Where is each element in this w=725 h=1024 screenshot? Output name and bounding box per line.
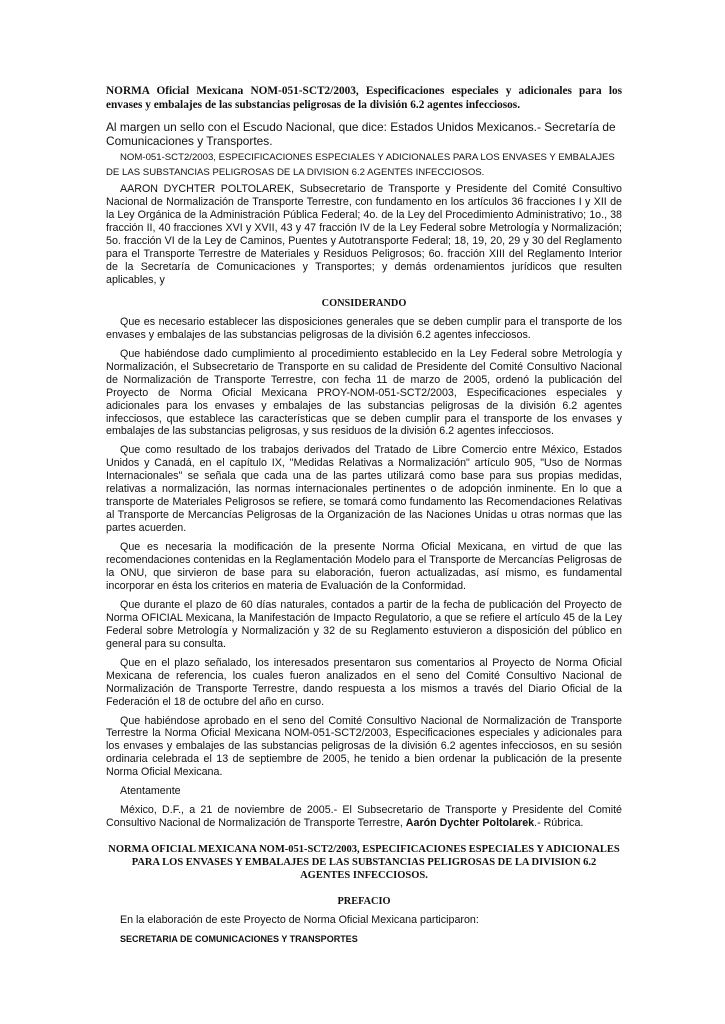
prefacio-heading: PREFACIO [337,895,391,907]
closing-paragraph [106,804,622,830]
preamble-paragraph: AARON DYCHTER POLTOLAREK, Subsecretario de Transporte y Presidente del Comité Consultivo Nacional de Normalización de Transporte Terrestre, con fundamento en los artículos 36 fracciones I y XII de la Ley Orgánica de la Administración Pública Federal; 4o. de la Ley del Procedimiento Administrativo; 1o., 38 fracción II, 40 fracciones XVI y XVII, 43 y 47 fracción IV de la Ley Federal sobre Metrología y Normalización; 5o. fracción VI de la Ley de Caminos, Puentes y Autotransporte Federal; 18, 19, 20, 29 y 30 del Reglamento para el Transporte Terrestre de Materiales y Residuos Peligrosos; 6o. fracción XIII del Reglamento Interior de la Secretaría de Comunicaciones y Transportes; y demás ordenamientos jurídicos que resulten aplicables, y [106,183,622,286]
participant-name: SECRETARIA DE COMUNICACIONES Y TRANSPORTES [120,933,358,944]
considerando-paragraph: Que como resultado de los trabajos derivados del Tratado de Libre Comercio entre México, Estados Unidos y Canadá, en el capítulo IX, "Medidas Relativas a Normalización" artículo 905, "Uso de Normas Internacionales" se señala que cada una de las partes utilizará como base para sus propias medidas, relativas a normalización, las normas internacionales pertinentes o de adopción inminente. En lo que a transporte de Materiales Peligrosos se refiere, se tomará como fundamento las Recomendaciones Relativas al Transporte de Mercancías Peligrosas de la Organización de las Naciones Unidas u otras normas que las partes acuerden. [106,444,622,535]
considerando-paragraph: Que es necesaria la modificación de la presente Norma Oficial Mexicana, en virtud de que las recomendaciones contenidas en la Reglamentación Modelo para el Transporte de Mercancías Peligrosas de la ONU, que sirvieron de base para su elaboración, fueron actualizadas, así mismo, es fundamental incorporar en ésta los criterios en materia de Evaluación de la Conformidad. [106,541,622,592]
norma-title: NORMA OFICIAL MEXICANA NOM-051-SCT2/2003, ESPECIFICACIONES ESPECIALES Y ADICIONALES PARA LOS ENVASES Y EMBALAJES DE LAS SUBSTANCIAS PELIGROSAS DE LA DIVISION 6.2 AGENTES INFECCIOSOS. [108,844,620,881]
considerando-paragraph: Que en el plazo señalado, los interesados presentaron sus comentarios al Proyecto de Norma Oficial Mexicana de referencia, los cuales fueron analizados en el seno del Comité Consultivo Nacional de Normalización de Transporte Terrestre, dando respuesta a los mismos a través del Diario Oficial de la Federación el 18 de octubre del año en curso. [106,656,622,708]
nom-heading-line-2: DE LAS SUBSTANCIAS PELIGROSAS DE LA DIVISION 6.2 AGENTES INFECCIOSOS. [106,167,485,179]
intro-paragraph: Al margen un sello con el Escudo Nacional, que dice: Estados Unidos Mexicanos.- Secretaría de Comunicaciones y Transportes. [106,119,616,148]
prefacio-text: En la elaboración de este Proyecto de Norma Oficial Mexicana participaron: [120,913,479,926]
considerando-paragraph: Que durante el plazo de 60 días naturales, contados a partir de la fecha de publicación del Proyecto de Norma OFICIAL Mexicana, la Manifestación de Impacto Regulatorio, a que se refiere el artículo 45 de la Ley Federal sobre Metrología y Normalización y 32 de su Reglamento estuvieron a disposición del público en general para su consulta. [106,598,622,650]
signatory-name: Aarón Dychter Poltolarek [405,817,535,830]
considerando-paragraph: Que es necesario establecer las disposiciones generales que se deben cumplir para el transporte de los envases y embalajes de las substancias peligrosas de la división 6.2 agentes infecciosos. [106,315,622,341]
closing-text: México, D.F., a 21 de noviembre de 2005.- El Subsecretario de Transporte y Presidente del Comité Consultivo Nacional de Normalización de Transporte Terrestre, [106,804,622,830]
document-page [106,84,622,945]
atentamente-line: Atentamente [120,785,181,798]
considerando-paragraph: Que habiéndose aprobado en el seno del Comité Consultivo Nacional de Normalización de Transporte Terrestre la Norma Oficial Mexicana NOM-051-SCT2/2003, Especificaciones especiales y adicionales para los envases y embalajes de las substancias peligrosas de la división 6.2 agentes infecciosos, en su sesión ordinaria celebrada el 13 de septiembre de 2005, he tenido a bien ordenar la publicación de la presente Norma Oficial Mexicana. [106,714,622,779]
closing-rubrica: .- Rúbrica. [534,817,584,830]
nom-heading-line-1: NOM-051-SCT2/2003, ESPECIFICACIONES ESPECIALES Y ADICIONALES PARA LOS ENVASES Y EMBALAJES [120,151,615,163]
document-title: NORMA Oficial Mexicana NOM-051-SCT2/2003, Especificaciones especiales y adicionales para los envases y embalajes de las substancias peligrosas de la división 6.2 agentes infecciosos. [106,85,622,112]
considerando-heading: CONSIDERANDO [321,297,407,309]
considerando-paragraph: Que habiéndose dado cumplimiento al procedimiento establecido en la Ley Federal sobre Metrología y Normalización, el Subsecretario de Transporte en su calidad de Presidente del Comité Consultivo Nacional de Normalización de Transporte Terrestre, con fecha 11 de marzo de 2005, ordenó la publicación del Proyecto de Norma Oficial Mexicana PROY-NOM-051-SCT2/2003, Especificaciones especiales y adicionales para los envases y embalajes de las substancias peligrosas de la división 6.2 agentes infecciosos, que establece las características que se deben cumplir para el transporte de los envases y embalajes de las substancias peligrosas, y sus residuos de la división 6.2 agentes infecciosos. [106,347,622,438]
